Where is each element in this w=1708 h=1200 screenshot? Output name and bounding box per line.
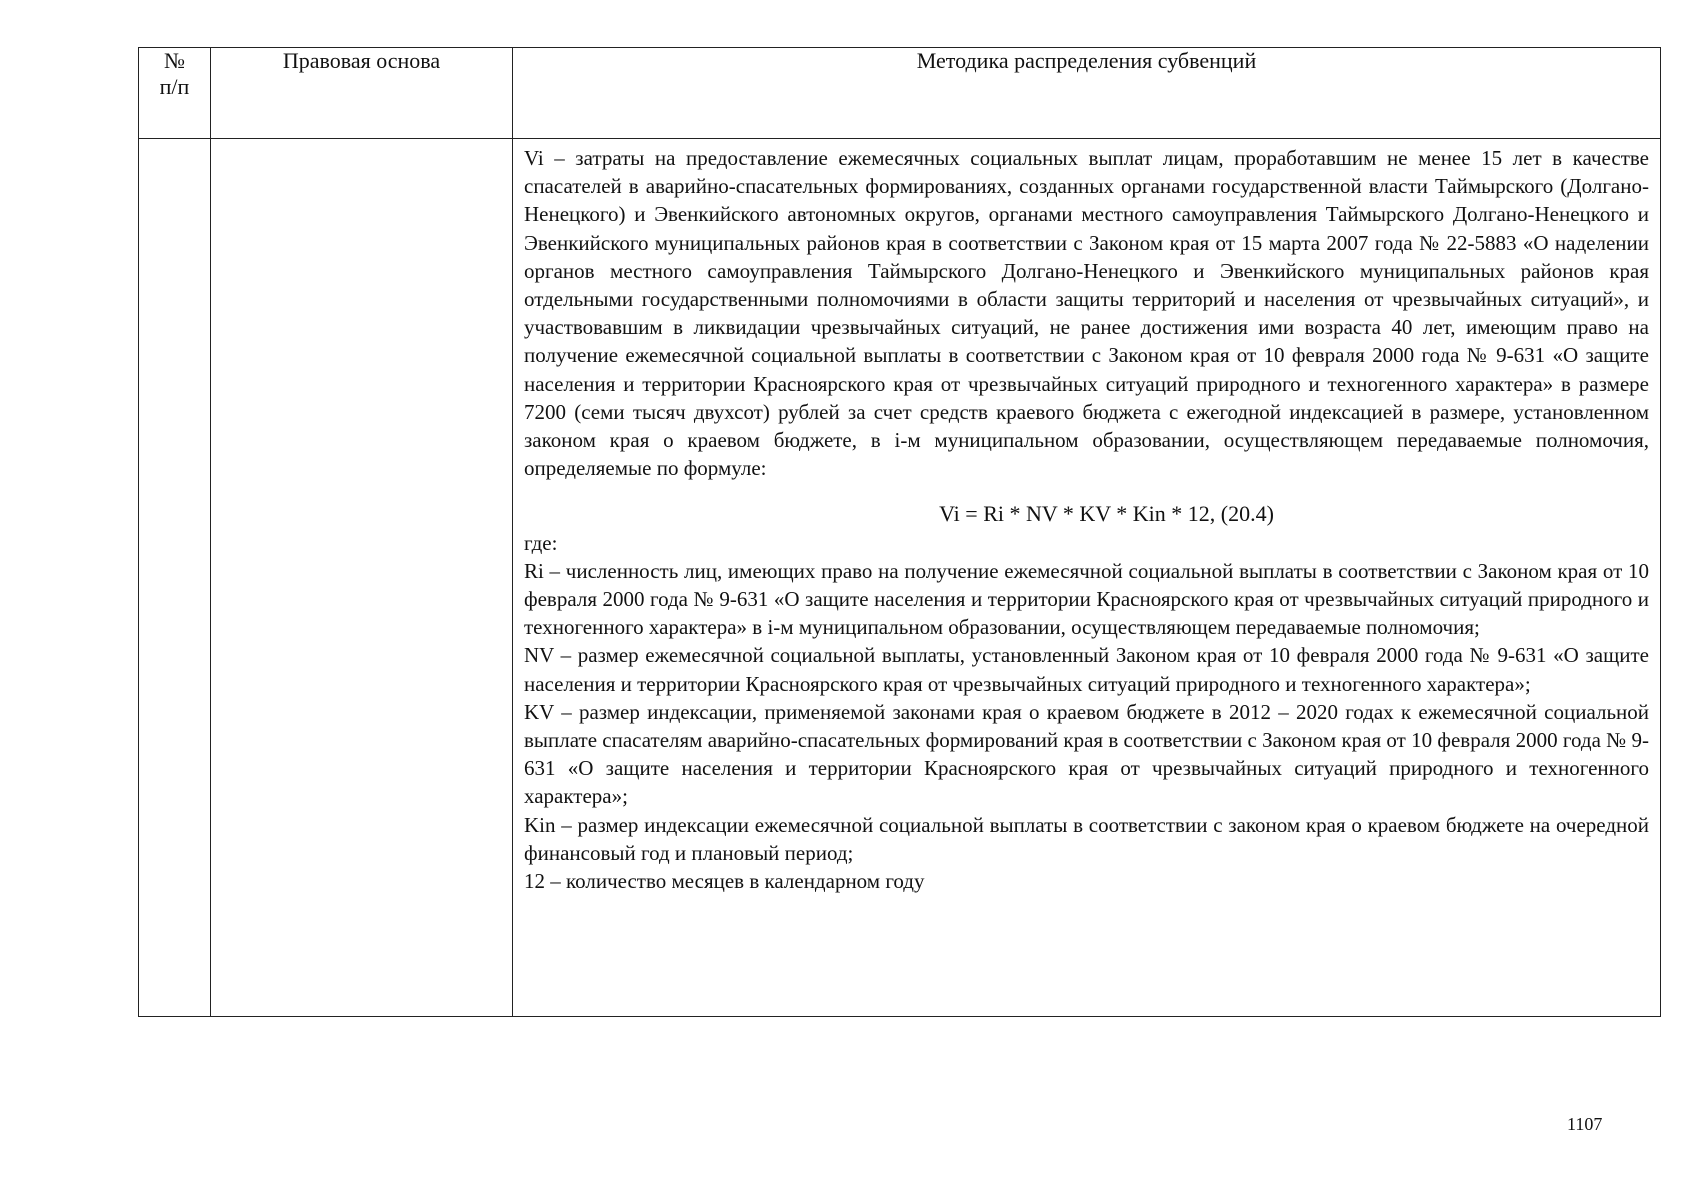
header-number — [139, 48, 211, 139]
paragraph-months-definition: 12 – количество месяцев в календарном году — [524, 869, 925, 894]
header-legal-basis — [211, 48, 513, 139]
table-row — [139, 139, 1661, 1017]
header-methodology — [513, 48, 1661, 139]
paragraph-vi-definition: Vi – затраты на предоставление ежемесячных социальных выплат лицам, проработавшим не менее 15 лет в качестве спасателей в аварийно-спасательных формированиях, созданных органами государственной власти Таймырского (Долгано-Ненецкого) и Эвенкийского автономных округов, органами местного самоуправления Таймырского Долгано-Ненецкого и Эвенкийского муниципальных районов края в соответствии с Законом края от 15 марта 2007 года № 22-5883 «О наделении органов местного самоуправления Таймырского Долгано-Ненецкого и Эвенкийского муниципальных районов края отдельными государственными полномочиями в области защиты территорий и населения от чрезвычайных ситуаций», и участвовавшим в ликвидации чрезвычайных ситуаций, не ранее достижения ими возраста 40 лет, имеющим право на получение ежемесячной социальной выплаты в соответствии с Законом края от 10 февраля 2000 года № 9-631 «О защите населения и территории Красноярского края от чрезвычайных ситуаций природного и техногенного характера» в размере 7200 (семи тысяч двухсот) рублей за счет средств краевого бюджета с ежегодной индексацией в размере, установленном законом края о краевом бюджете, в i-м муниципальном образовании, осуществляющем передаваемые полномочия, определяемые по формуле: — [524, 146, 1649, 481]
methodology-table — [138, 47, 1661, 1017]
paragraph-where: где: — [524, 530, 558, 555]
paragraph-kv-definition: KV – размер индексации, применяемой законами края о краевом бюджете в 2012 – 2020 годах к ежемесячной социальной выплате спасателям аварийно-спасательных формирований края в соответствии с Законом края от 10 февраля 2000 года № 9-631 «О защите населения и территории Красноярского края от чрезвычайных ситуаций природного и техногенного характера»; — [524, 699, 1649, 809]
paragraph-nv-definition: NV – размер ежемесячной социальной выплаты, установленный Законом края от 10 февраля 2000 года № 9-631 «О защите населения и территории Красноярского края от чрезвычайных ситуаций природного и техногенного характера»; — [524, 643, 1649, 696]
paragraph-ri-definition: Ri – численность лиц, имеющих право на получение ежемесячной социальной выплаты в соответствии с Законом края от 10 февраля 2000 года № 9-631 «О защите населения и территории Красноярского края от чрезвычайных ситуаций природного и техногенного характера» в i-м муниципальном образовании, осуществляющем передаваемые полномочия; — [524, 558, 1649, 640]
formula-20-4: Vi = Ri * NV * KV * Kin * 12, (20.4) — [939, 501, 1274, 527]
header-methodology-label: Методика распределения субвенций — [916, 48, 1257, 73]
cell-methodology — [513, 139, 1661, 1017]
cell-legal-basis — [211, 139, 513, 1017]
page-number: 1107 — [1567, 1114, 1603, 1134]
cell-number — [139, 139, 211, 1017]
table-header-row — [139, 48, 1661, 139]
paragraph-kin-definition: Kin – размер индексации ежемесячной социальной выплаты в соответствии с законом края о краевом бюджете на очередной финансовый год и плановый период; — [524, 812, 1649, 865]
header-number-label: № п/п — [159, 48, 190, 99]
header-legal-basis-label: Правовая основа — [282, 48, 441, 73]
